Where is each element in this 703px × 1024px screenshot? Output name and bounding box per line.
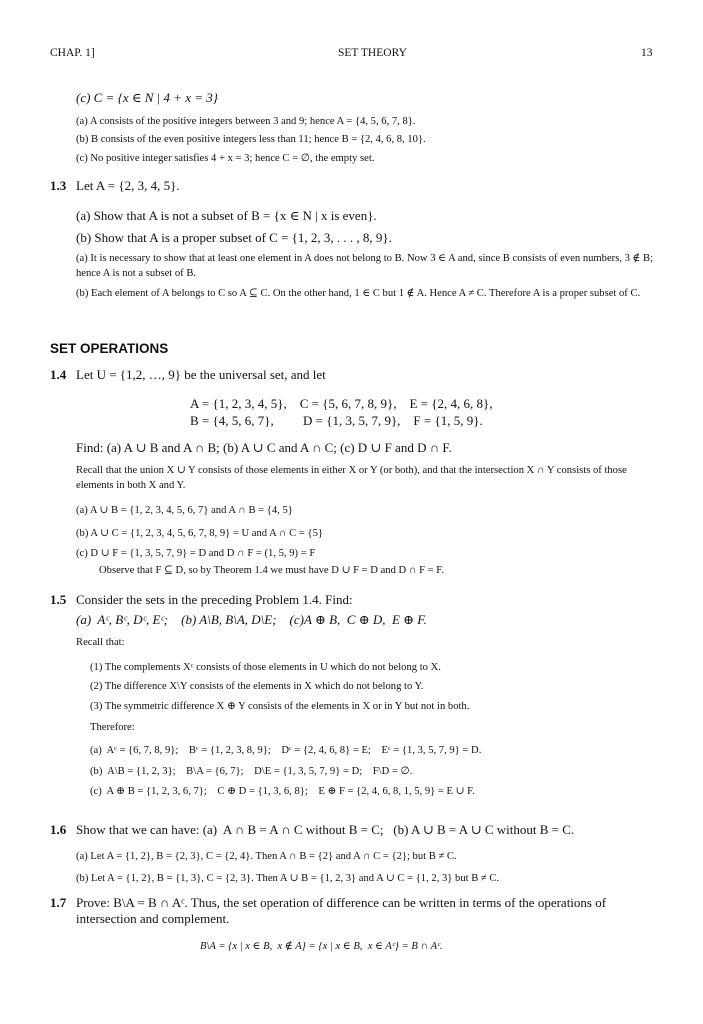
recall-note: Recall that the union X ∪ Y consists of those elements in either X or Y (or both), and that the intersection X ∩ Y consists of those elements in both X and Y. [76, 465, 627, 491]
therefore-label: Therefore: [90, 722, 135, 733]
proof-equation: B\A = {x | x ∈ B, x ∉ A} = {x | x ∈ B, x ∈ Aᶜ} = B ∩ Aᶜ. [200, 941, 443, 952]
recall-item-3: (3) The symmetric difference X ⊕ Y consists of the elements in X or in Y but not in both. [90, 701, 470, 712]
recall-label: Recall that: [76, 637, 125, 648]
solution-c: (c) D ∪ F = {1, 3, 5, 7, 9} = D and D ∩ F = (1, 5, 9) = F [76, 548, 316, 559]
problem-statement: Consider the sets in the preceding Problem 1.4. Find: [76, 592, 353, 607]
observation: Observe that F ⊆ D, so by Theorem 1.4 we must have D ∪ F = D and D ∩ F = F. [99, 565, 444, 576]
question-b: (b) Show that A is a proper subset of C = {1, 2, 3, . . . , 8, 9}. [76, 230, 392, 245]
problem-number: 1.6 [50, 822, 67, 837]
problem-statement: Let U = {1,2, …, 9} be the universal set, and let [76, 367, 326, 382]
recall-item-2: (2) The difference X\Y consists of the elements in X which do not belong to Y. [90, 681, 424, 692]
problem-number: 1.7 [50, 895, 67, 910]
solution-b: (b) B consists of the even positive integers less than 11; hence B = {2, 4, 6, 8, 10}. [76, 134, 426, 145]
solution-a: (a) It is necessary to show that at least one element in A does not belong to B. Now 3 ∈ A and, since B consists of even numbers, 3 ∉ B; hence A is not a subset of B. [76, 253, 654, 279]
solution-a: (a) A consists of the positive integers between 3 and 9; hence A = {4, 5, 6, 7, 8}. [76, 116, 416, 127]
solution-a: (a) A ∪ B = {1, 2, 3, 4, 5, 6, 7} and A ∩ B = {4, 5} [76, 505, 293, 516]
question-a: (a) Show that A is not a subset of B = {x ∈ N | x is even}. [76, 208, 377, 223]
running-head-title: SET THEORY [338, 47, 407, 59]
problem-part-c: (c) C = {x ∈ N | 4 + x = 3} [76, 90, 218, 105]
solution-b: (b) A\B = {1, 2, 3}; B\A = {6, 7}; D\E = {1, 3, 5, 7, 9} = D; F\D = ∅. [90, 766, 413, 777]
solution-c: (c) No positive integer satisfies 4 + x = 3; hence C = ∅, the empty set. [76, 153, 375, 164]
problem-number: 1.3 [50, 178, 67, 193]
solution-a: (a) Let A = {1, 2}, B = {2, 3}, C = {2, 4}. Then A ∩ B = {2} and A ∩ C = {2}; but B ≠ C. [76, 851, 457, 862]
solution-c: (c) A ⊕ B = {1, 2, 3, 6, 7}; C ⊕ D = {1, 3, 6, 8}; E ⊕ F = {2, 4, 6, 8, 1, 5, 9} = E ∪ F. [90, 786, 475, 797]
solution-b: (b) Let A = {1, 2}, B = {1, 3}, C = {2, 3}. Then A ∪ B = {1, 2, 3} and A ∪ C = {1, 2, 3} but B ≠ C. [76, 873, 500, 884]
section-title: SET OPERATIONS [50, 341, 169, 356]
set-definitions-row2: B = {4, 5, 6, 7}, D = {1, 3, 5, 7, 9}, F = {1, 5, 9}. [190, 413, 483, 428]
problem-number: 1.4 [50, 367, 67, 382]
recall-item-1: (1) The complements Xᶜ consists of those elements in U which do not belong to X. [90, 662, 441, 673]
running-head-chapter: CHAP. 1] [50, 47, 95, 59]
problem-statement: Show that we can have: (a) A ∩ B = A ∩ C without B = C; (b) A ∪ B = A ∪ C without B = C. [76, 822, 575, 837]
solution-b: (b) A ∪ C = {1, 2, 3, 4, 5, 6, 7, 8, 9} = U and A ∩ C = {5} [76, 528, 323, 539]
page-number: 13 [641, 47, 653, 59]
solution-b: (b) Each element of A belongs to C so A ⊆ C. On the other hand, 1 ∈ C but 1 ∉ A. Hence A ≠ C. Therefore A is a proper subset of C. [76, 288, 641, 299]
set-definitions-row1: A = {1, 2, 3, 4, 5}, C = {5, 6, 7, 8, 9}, E = {2, 4, 6, 8}, [190, 396, 493, 411]
solution-a: (a) Aᶜ = {6, 7, 8, 9}; Bᶜ = {1, 2, 3, 8, 9}; Dᶜ = {2, 4, 6, 8} = E; Eᶜ = {1, 3, 5, 7, 9} = D. [90, 745, 482, 756]
problem-statement: Prove: B\A = B ∩ Aᶜ. Thus, the set operation of difference can be written in terms of the operations of intersection and complement. [76, 895, 607, 926]
problem-number: 1.5 [50, 592, 67, 607]
find-prompt: Find: (a) A ∪ B and A ∩ B; (b) A ∪ C and A ∩ C; (c) D ∪ F and D ∩ F. [76, 440, 452, 455]
find-prompt: (a) Aᶜ, Bᶜ, Dᶜ, Eᶜ; (b) A\B, B\A, D\E; (c)A ⊕ B, C ⊕ D, E ⊕ F. [76, 612, 427, 627]
problem-statement: Let A = {2, 3, 4, 5}. [76, 178, 180, 193]
